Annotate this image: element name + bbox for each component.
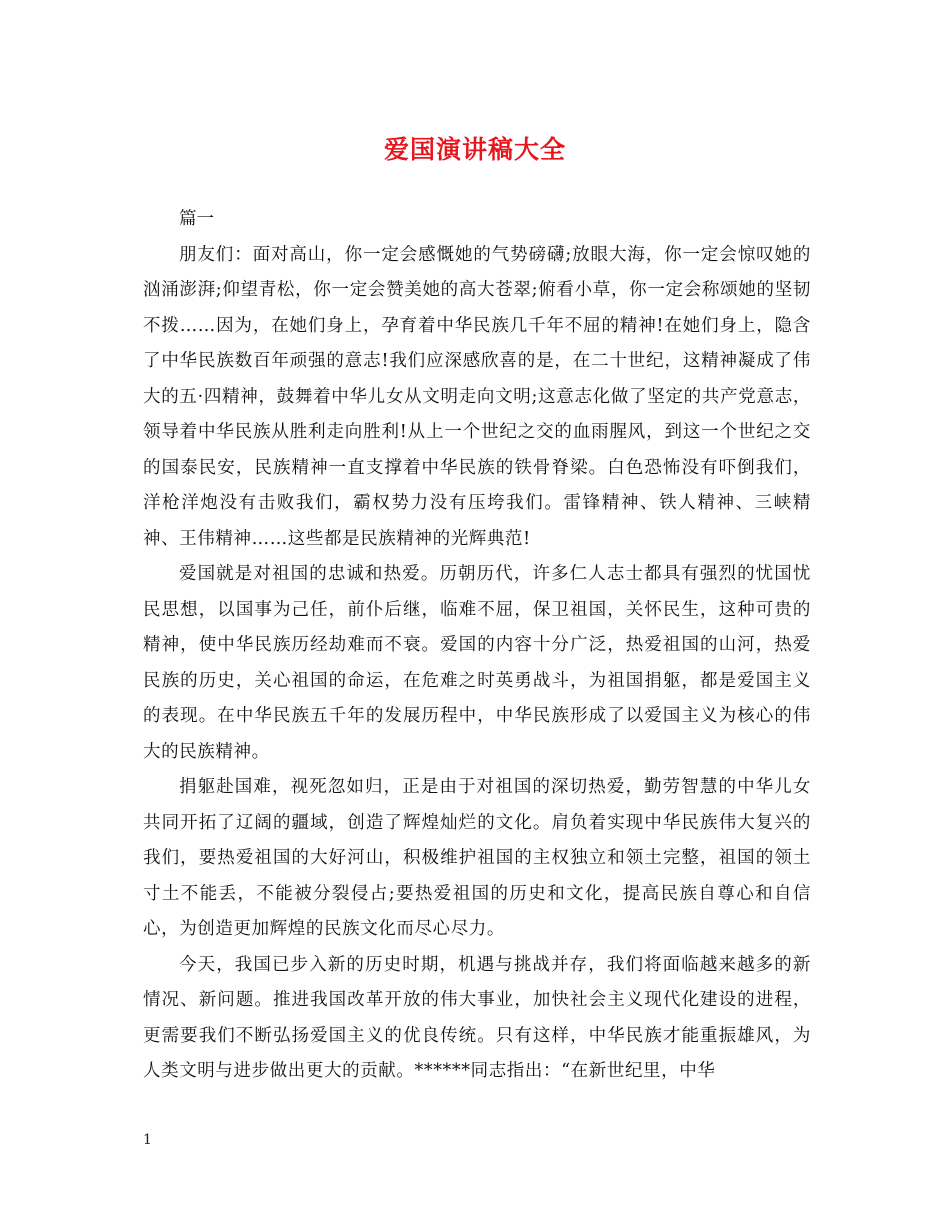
paragraph-1: 朋友们：面对高山，你一定会感慨她的气势磅礴;放眼大海，你一定会惊叹她的汹涌澎湃;仰望青松，你一定会赞美她的高大苍翠;俯看小草，你一定会称颂她的坚韧不拨……因为，在她们身上，孕育着中华民族几千年不屈的精神!在她们身上，隐含了中华民族数百年顽强的意志!我们应深感欣喜的是，在二十世纪，这精神凝成了伟大的五·四精神，鼓舞着中华儿女从文明走向文明;这意志化做了坚定的共产党意志，领导着中华民族从胜利走向胜利!从上一个世纪之交的血雨腥风，到这一个世纪之交的国泰民安，民族精神一直支撑着中华民族的铁骨脊梁。白色恐怖没有吓倒我们，洋枪洋炮没有击败我们，霸权势力没有压垮我们。雷锋精神、铁人精神、三峡精神、王伟精神……这些都是民族精神的光辉典范!: [143, 244, 811, 549]
page-number: 1: [143, 1132, 152, 1148]
paragraph-4: 今天，我国已步入新的历史时期，机遇与挑战并存，我们将面临越来越多的新情况、新问题。推进我国改革开放的伟大事业，加快社会主义现代化建设的进程，更需要我们不断弘扬爱国主义的优良传统。只有这样，中华民族才能重振雄风，为人类文明与进步做出更大的贡献。******同志指出：“在新世纪里，中华: [143, 954, 811, 1081]
paragraph-2: 爱国就是对祖国的忠诚和热爱。历朝历代，许多仁人志士都具有强烈的忧国忧民思想，以国事为己任，前仆后继，临难不屈，保卫祖国，关怀民生，这种可贵的精神，使中华民族历经劫难而不衰。爱国的内容十分广泛，热爱祖国的山河，热爱民族的历史，关心祖国的命运，在危难之时英勇战斗，为祖国捐躯，都是爱国主义的表现。在中华民族五千年的发展历程中，中华民族形成了以爱国主义为核心的伟大的民族精神。: [143, 564, 811, 762]
section-heading: 篇一: [179, 209, 214, 229]
document-body: [143, 202, 811, 1090]
paragraph-3: 捐躯赴国难，视死忽如归，正是由于对祖国的深切热爱，勤劳智慧的中华儿女共同开拓了辽阔的疆域，创造了辉煌灿烂的文化。肩负着实现中华民族伟大复兴的我们，要热爱祖国的大好河山，积极维护祖国的主权独立和领土完整，祖国的领土寸土不能丢，不能被分裂侵占;要热爱祖国的历史和文化，提高民族自尊心和自信心，为创造更加辉煌的民族文化而尽心尽力。: [143, 777, 811, 939]
document-title: 爱国演讲稿大全: [383, 135, 566, 164]
